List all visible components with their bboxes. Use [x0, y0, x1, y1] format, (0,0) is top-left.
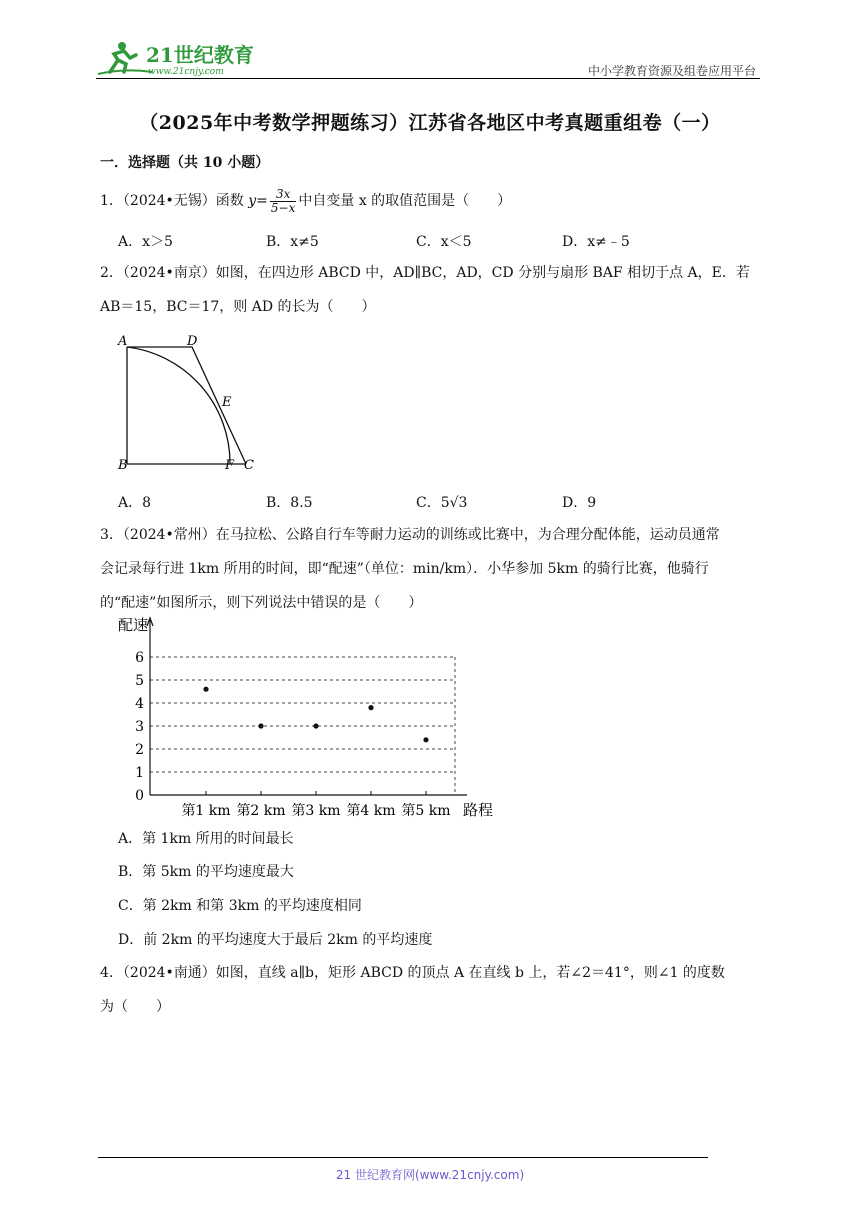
q1-eq: =: [256, 193, 268, 209]
q1-option-d[interactable]: D．x≠﹣5: [562, 234, 630, 250]
data-point-4: [368, 705, 373, 710]
y-axis-label: 配速: [118, 616, 149, 634]
y-tick-label-5: 5: [135, 673, 144, 689]
question-4: [100, 956, 762, 1024]
q1-denominator: 5−x: [270, 200, 296, 215]
y-tick-label-4: 4: [135, 696, 144, 712]
q1-option-a[interactable]: A．x＞5: [118, 234, 173, 250]
x-tick-label-3: 第3 km: [291, 803, 341, 819]
logo: [96, 38, 256, 78]
q2-line-1: 2．（2024•南京）如图，在四边形 ABCD 中，AD∥BC，AD，CD 分别与扇形 BAF 相切于点 A，E．若: [100, 265, 750, 281]
q1-option-b[interactable]: B．x≠5: [266, 234, 319, 250]
x-axis-label: 路程: [463, 801, 494, 819]
q2-label-f: F: [225, 458, 235, 473]
q3-option-b[interactable]: B．第 5km 的平均速度最大: [118, 864, 294, 880]
q1-numerator: 3x: [270, 188, 296, 202]
q1-suffix: 中自变量 x 的取值范围是（ ）: [298, 193, 512, 209]
y-tick-label-3: 3: [135, 719, 144, 735]
q3-line-2: 会记录每行进 1km 所用的时间，即“配速”（单位：min/km）．小华参加 5km 的骑行比赛，他骑行: [100, 561, 709, 577]
pace-chart: [110, 612, 510, 822]
logo-text: 21世纪教育: [146, 43, 254, 67]
q2-option-c[interactable]: C．5√3: [416, 495, 468, 511]
data-point-1: [203, 687, 208, 692]
q3-line-1: 3．（2024•常州）在马拉松、公路自行车等耐力运动的训练或比赛中，为合理分配体能，运动员通常: [100, 527, 720, 543]
x-tick-label-1: 第1 km: [181, 803, 231, 819]
q2-label-a: A: [118, 334, 128, 349]
q2-option-a[interactable]: A．8: [118, 495, 152, 511]
q2-line-2: AB＝15，BC＝17，则 AD 的长为（ ）: [100, 299, 376, 315]
q1-fraction: [270, 188, 296, 215]
q3-line-3: 的“配速”如图所示，则下列说法中错误的是（ ）: [100, 595, 423, 611]
header-divider: [96, 78, 760, 79]
q2-label-c: C: [244, 458, 254, 473]
y-tick-label-0: 0: [135, 788, 144, 804]
q2-figure: [112, 330, 260, 474]
q2-option-b[interactable]: B．8.5: [266, 495, 313, 511]
data-point-3: [313, 723, 318, 728]
question-3: [100, 518, 762, 620]
x-tick-label-5: 第5 km: [401, 803, 451, 819]
question-2: [100, 256, 762, 324]
data-point-5: [423, 737, 428, 742]
data-point-2: [258, 723, 263, 728]
q3-option-c[interactable]: C．第 2km 和第 3km 的平均速度相同: [118, 898, 362, 914]
q1-prefix: 1．（2024•无锡）函数: [100, 193, 249, 209]
footer-divider: [98, 1157, 708, 1158]
logo-url: www.21cnjy.com: [148, 67, 224, 77]
q2-label-e: E: [222, 395, 232, 410]
q2-option-d[interactable]: D．9: [562, 495, 597, 511]
x-tick-label-4: 第4 km: [346, 803, 396, 819]
q1-options: [118, 231, 758, 251]
q1-option-c[interactable]: C．x＜5: [416, 234, 472, 250]
y-tick-label-2: 2: [135, 742, 144, 758]
page-title: （2025年中考数学押题练习）江苏省各地区中考真题重组卷（一）: [139, 112, 721, 134]
q2-options: [118, 492, 758, 512]
q2-label-b: B: [118, 458, 128, 473]
q2-label-d: D: [187, 334, 198, 349]
q1-var-y: y: [248, 193, 257, 209]
q3-option-a[interactable]: A．第 1km 所用的时间最长: [118, 831, 294, 847]
y-tick-label-6: 6: [135, 650, 144, 666]
footer-text: 21 世纪教育网(www.21cnjy.com): [335, 1168, 525, 1182]
platform-name: 中小学教育资源及组卷应用平台: [587, 64, 756, 78]
q4-line-1: 4．（2024•南通）如图，直线 a∥b，矩形 ABCD 的顶点 A 在直线 b 上，若∠2＝41°，则∠1 的度数: [100, 965, 725, 981]
section-heading: 一．选择题（共 10 小题）: [100, 155, 270, 171]
runner-icon: [98, 42, 152, 74]
y-tick-label-1: 1: [135, 765, 144, 781]
question-1: [100, 184, 762, 218]
q3-option-d[interactable]: D．前 2km 的平均速度大于最后 2km 的平均速度: [118, 932, 433, 948]
x-tick-label-2: 第2 km: [236, 803, 286, 819]
q4-line-2: 为（ ）: [100, 999, 170, 1015]
